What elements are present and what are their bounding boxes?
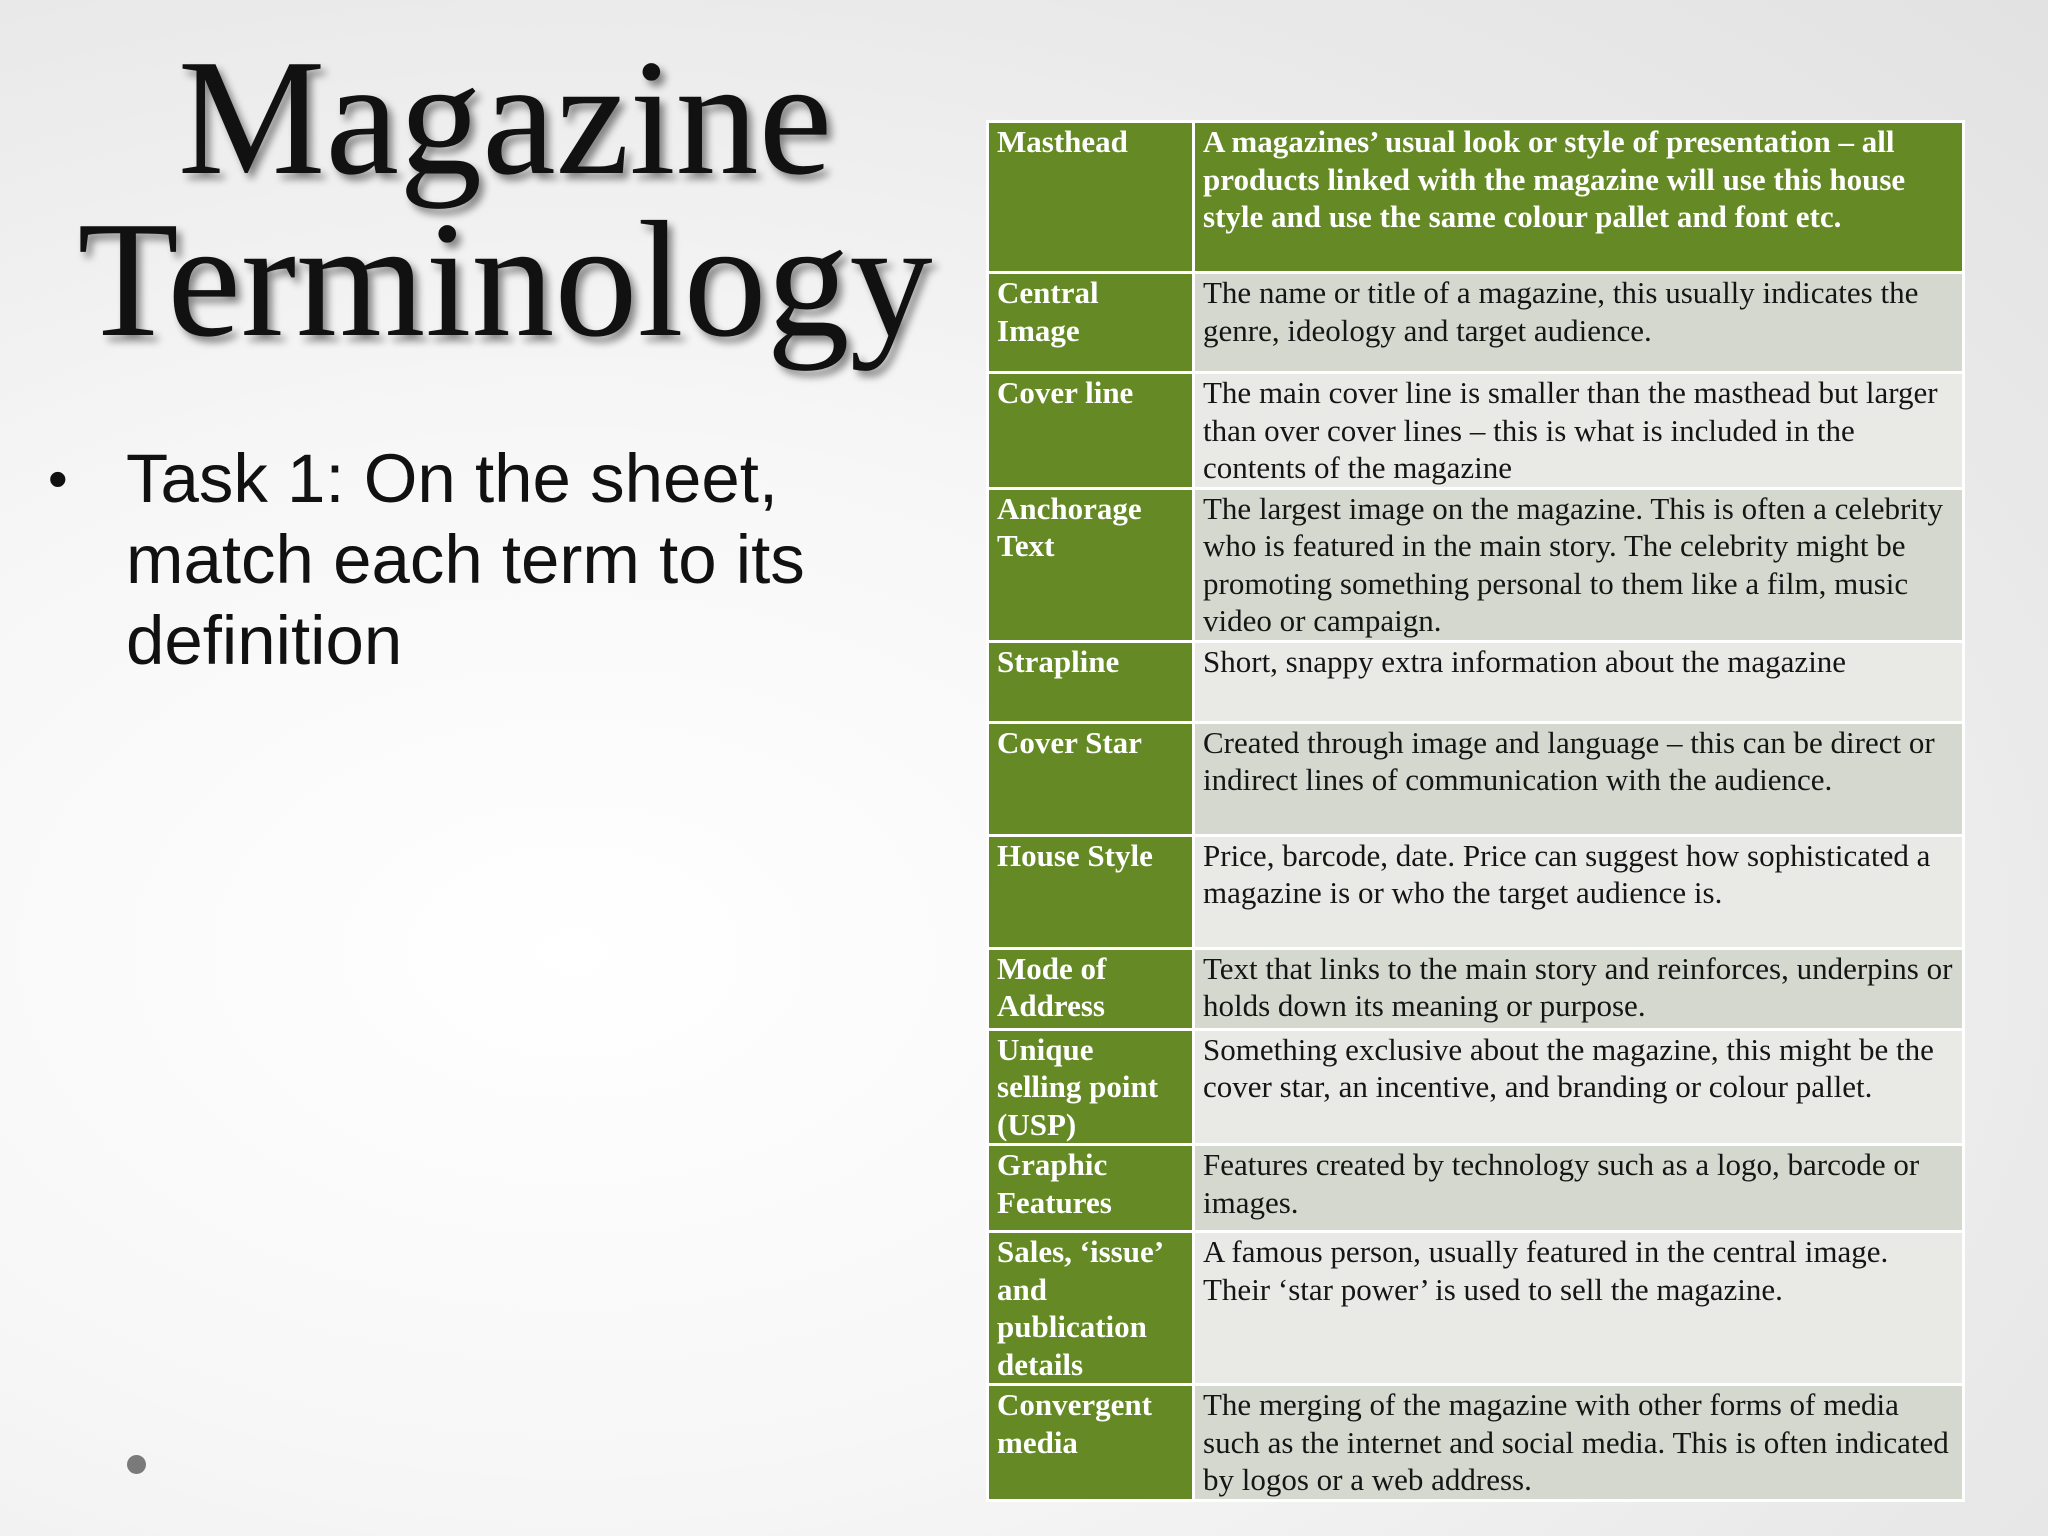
term-cell: Convergent media: [988, 1385, 1194, 1501]
slide-title-line-1: Magazine: [177, 25, 833, 209]
term-cell: Unique selling point (USP): [988, 1029, 1194, 1145]
definition-cell: The largest image on the magazine. This is often a celebrity who is featured in the main story. The celebrity might be promoting something personal to them like a film, music video or campaign.: [1194, 488, 1964, 641]
table-row: [988, 722, 1964, 835]
table-row: [988, 1145, 1964, 1232]
term-cell: Graphic Features: [988, 1145, 1194, 1232]
term-cell: Cover line: [988, 373, 1194, 489]
definition-cell: Created through image and language – this can be direct or indirect lines of communication with the audience.: [1194, 722, 1964, 835]
definition-cell: A magazines’ usual look or style of presentation – all products linked with the magazine will use this house style and use the same colour pallet and font etc.: [1194, 122, 1964, 273]
table-row: [988, 122, 1964, 273]
definition-cell: Short, snappy extra information about the magazine: [1194, 641, 1964, 722]
definition-cell: The main cover line is smaller than the masthead but larger than over cover lines – this is what is included in the contents of the magazine: [1194, 373, 1964, 489]
term-cell: Central Image: [988, 273, 1194, 373]
slide-title: [40, 25, 970, 371]
task-instruction-text: Task 1: On the sheet, match each term to its definition: [126, 440, 805, 679]
term-cell: Sales, ‘issue’ and publication details: [988, 1232, 1194, 1385]
table-row: [988, 1029, 1964, 1145]
definition-cell: The name or title of a magazine, this usually indicates the genre, ideology and target audience.: [1194, 273, 1964, 373]
bullet-dot-icon: •: [48, 447, 68, 510]
table-row: [988, 835, 1964, 948]
definition-cell: The merging of the magazine with other forms of media such as the internet and social media. This is often indicated by logos or a web address.: [1194, 1385, 1964, 1501]
table-row: [988, 1385, 1964, 1501]
definition-cell: Text that links to the main story and reinforces, underpins or holds down its meaning or purpose.: [1194, 948, 1964, 1029]
definition-cell: A famous person, usually featured in the central image. Their ‘star power’ is used to sell the magazine.: [1194, 1232, 1964, 1385]
definition-cell: Features created by technology such as a logo, barcode or images.: [1194, 1145, 1964, 1232]
term-cell: Anchorage Text: [988, 488, 1194, 641]
term-cell: House Style: [988, 835, 1194, 948]
term-cell: Mode of Address: [988, 948, 1194, 1029]
table-row: [988, 373, 1964, 489]
task-bullet-list: [48, 438, 908, 681]
table-row: [988, 488, 1964, 641]
table-row: [988, 1232, 1964, 1385]
term-cell: Masthead: [988, 122, 1194, 273]
slide-title-line-2: Terminology: [77, 187, 933, 371]
terminology-table: [986, 120, 1965, 1502]
definition-cell: Price, barcode, date. Price can suggest how sophisticated a magazine is or who the target audience is.: [1194, 835, 1964, 948]
table-row: [988, 273, 1964, 373]
table-row: [988, 948, 1964, 1029]
definition-cell: Something exclusive about the magazine, this might be the cover star, an incentive, and branding or colour pallet.: [1194, 1029, 1964, 1145]
term-cell: Cover Star: [988, 722, 1194, 835]
slide-indicator-dot-icon: [127, 1455, 146, 1474]
table-row: [988, 641, 1964, 722]
task-bullet-item: [48, 438, 908, 681]
term-cell: Strapline: [988, 641, 1194, 722]
